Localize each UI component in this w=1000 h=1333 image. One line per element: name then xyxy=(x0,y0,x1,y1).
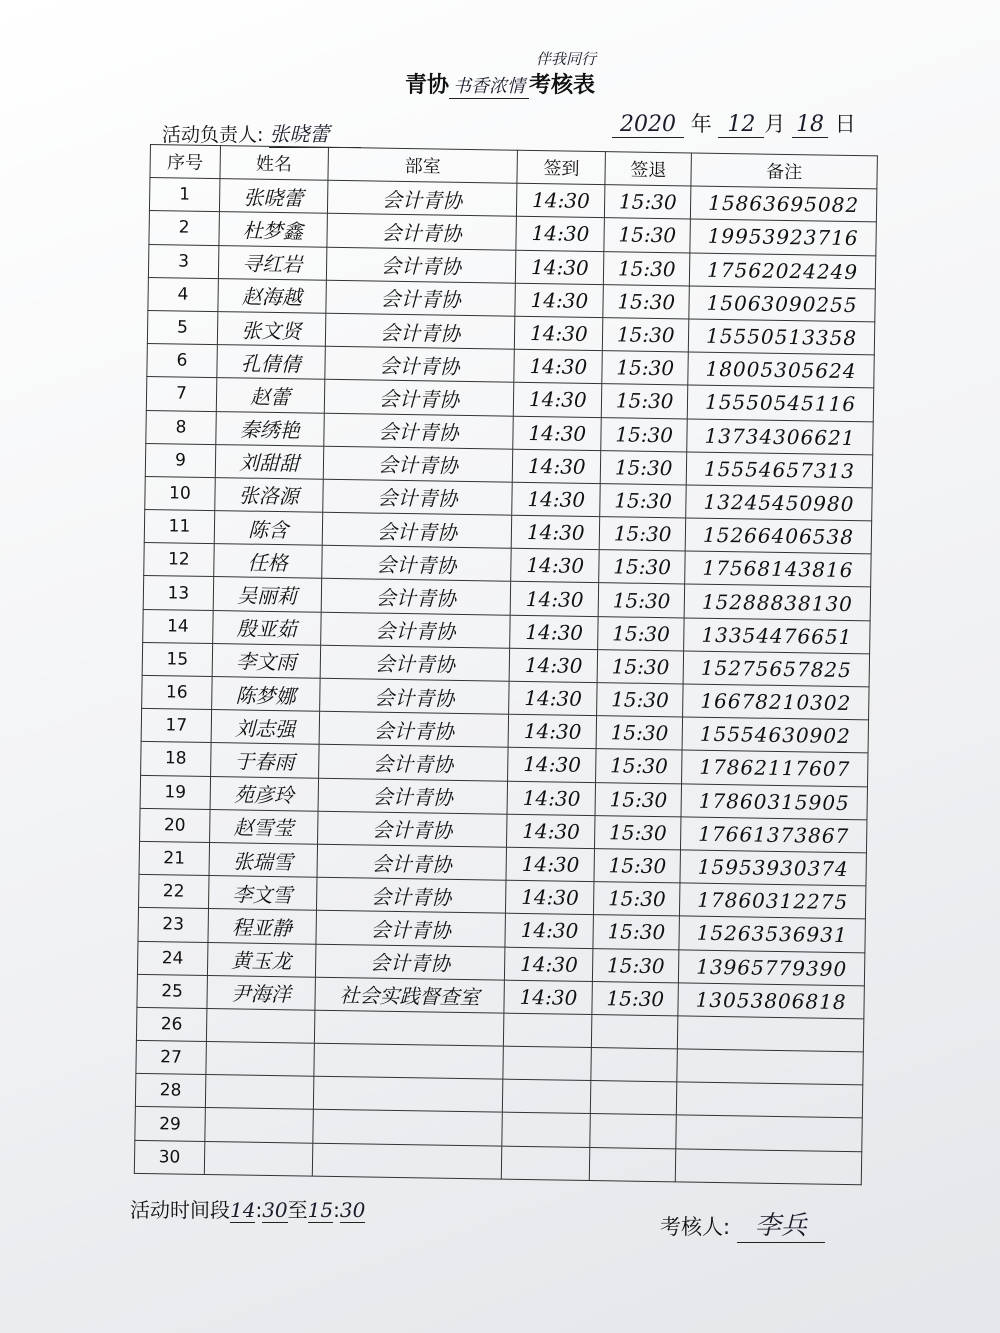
phone-note: 17862117607 xyxy=(682,750,868,786)
check-in-time: 14:30 xyxy=(504,980,592,1015)
member-department: 会计青协 xyxy=(324,380,514,416)
check-out-time xyxy=(590,1114,676,1149)
member-department: 会计青协 xyxy=(319,711,509,747)
row-number: 20 xyxy=(140,808,210,842)
check-out-time xyxy=(592,1014,678,1049)
member-name: 于春雨 xyxy=(210,743,318,778)
attendance-table xyxy=(134,144,878,1185)
member-name: 张瑞雪 xyxy=(209,842,317,877)
member-department: 会计青协 xyxy=(327,180,517,216)
date-month-label: 月 xyxy=(764,112,786,136)
column-header-checkin: 签到 xyxy=(517,150,605,185)
member-name: 李文雨 xyxy=(212,643,320,678)
check-in-time: 14:30 xyxy=(506,847,594,882)
phone-note: 15554657313 xyxy=(686,452,872,488)
member-department: 会计青协 xyxy=(322,479,512,515)
check-in-time: 14:30 xyxy=(510,615,598,650)
check-in-time: 14:30 xyxy=(514,349,602,384)
check-in-time xyxy=(504,1013,592,1048)
column-header-dept: 部室 xyxy=(328,147,518,183)
title-suffix: 考核表 xyxy=(529,73,596,98)
check-in-time: 14:30 xyxy=(516,250,604,285)
member-name: 陈含 xyxy=(214,511,322,546)
phone-note: 13965779390 xyxy=(679,949,865,985)
phone-note: 15550513358 xyxy=(688,319,874,355)
row-number: 22 xyxy=(139,875,209,909)
member-name: 黄玉龙 xyxy=(207,942,315,977)
reviewer-label: 考核人: xyxy=(660,1215,731,1239)
check-out-time: 15:30 xyxy=(595,782,681,817)
member-name: 陈梦娜 xyxy=(211,677,319,712)
activity-leader xyxy=(162,118,361,148)
row-number: 27 xyxy=(136,1040,206,1074)
phone-note: 15550545116 xyxy=(687,385,873,421)
leader-name: 张晓蕾 xyxy=(269,118,361,148)
check-out-time: 15:30 xyxy=(604,251,690,286)
row-number: 1 xyxy=(149,178,219,212)
member-name: 刘志强 xyxy=(211,710,319,745)
check-in-time: 14:30 xyxy=(509,648,597,683)
member-department: 会计青协 xyxy=(316,911,506,947)
row-number: 23 xyxy=(138,908,208,942)
time-label: 活动时间段 xyxy=(130,1198,230,1222)
phone-note: 15863695082 xyxy=(691,186,877,222)
check-in-time: 14:30 xyxy=(505,913,593,948)
member-name: 张洛源 xyxy=(215,477,323,512)
member-department: 会计青协 xyxy=(327,214,517,250)
member-department: 会计青协 xyxy=(325,280,515,316)
phone-note xyxy=(676,1082,862,1118)
check-out-time: 15:30 xyxy=(598,616,684,651)
member-department: 会计青协 xyxy=(319,678,509,714)
leader-label: 活动负责人: xyxy=(162,124,264,146)
row-number: 12 xyxy=(144,543,214,577)
member-department: 会计青协 xyxy=(318,778,508,814)
member-name xyxy=(205,1108,313,1143)
member-department: 会计青协 xyxy=(322,512,512,548)
member-name: 苑彦玲 xyxy=(210,776,318,811)
row-number: 19 xyxy=(140,775,210,809)
check-in-time: 14:30 xyxy=(508,748,596,783)
check-in-time: 14:30 xyxy=(511,582,599,617)
phone-note: 15288838130 xyxy=(684,584,870,620)
member-name: 李文雪 xyxy=(208,876,316,911)
check-out-time: 15:30 xyxy=(603,284,689,319)
check-out-time: 15:30 xyxy=(597,649,683,684)
row-number: 17 xyxy=(141,709,211,743)
row-number: 7 xyxy=(146,377,216,411)
check-in-time xyxy=(503,1046,591,1081)
row-number: 11 xyxy=(144,510,214,544)
member-name: 秦绣艳 xyxy=(216,411,324,446)
phone-note: 16678210302 xyxy=(683,684,869,720)
check-out-time: 15:30 xyxy=(598,583,684,618)
row-number: 26 xyxy=(136,1007,206,1041)
row-number: 29 xyxy=(135,1107,205,1141)
phone-note: 13734306621 xyxy=(687,418,873,454)
phone-note: 17860315905 xyxy=(681,783,867,819)
check-out-time: 15:30 xyxy=(592,981,678,1016)
phone-note xyxy=(676,1115,862,1151)
check-out-time: 15:30 xyxy=(600,483,686,518)
member-name: 吴丽莉 xyxy=(213,577,321,612)
date-year: 2020 xyxy=(612,112,684,138)
member-department: 会计青协 xyxy=(318,745,508,781)
check-in-time: 14:30 xyxy=(505,947,593,982)
member-department xyxy=(314,1010,504,1046)
title-prefix: 青协 xyxy=(404,73,449,98)
member-name: 刘甜甜 xyxy=(215,444,323,479)
phone-note: 13245450980 xyxy=(686,485,872,521)
row-number: 4 xyxy=(148,277,218,311)
phone-note: 17661373867 xyxy=(681,817,867,853)
member-name: 寻红岩 xyxy=(218,245,326,280)
row-number: 5 xyxy=(147,310,217,344)
member-department: 会计青协 xyxy=(323,413,513,449)
check-out-time: 15:30 xyxy=(596,716,682,751)
check-in-time: 14:30 xyxy=(514,383,602,418)
phone-note xyxy=(675,1149,861,1185)
check-out-time: 15:30 xyxy=(603,318,689,353)
phone-note: 17562024249 xyxy=(689,253,875,289)
check-out-time xyxy=(591,1081,677,1116)
row-number: 16 xyxy=(142,675,212,709)
check-in-time: 14:30 xyxy=(515,283,603,318)
check-in-time: 14:30 xyxy=(507,781,595,816)
activity-time-period xyxy=(130,1194,365,1223)
row-number: 3 xyxy=(148,244,218,278)
member-name: 赵蕾 xyxy=(216,378,324,413)
member-department xyxy=(312,1143,502,1179)
phone-note xyxy=(677,1016,863,1052)
check-out-time: 15:30 xyxy=(594,882,680,917)
row-number: 28 xyxy=(135,1074,205,1108)
member-department: 会计青协 xyxy=(317,811,507,847)
column-header-no: 序号 xyxy=(150,145,220,179)
member-name: 赵雪莹 xyxy=(209,809,317,844)
time-to: 至 xyxy=(287,1198,308,1222)
check-in-time xyxy=(503,1079,591,1114)
member-department: 会计青协 xyxy=(323,446,513,482)
date-month: 12 xyxy=(718,112,764,138)
member-department: 会计青协 xyxy=(326,247,516,283)
phone-note: 17860312275 xyxy=(680,883,866,919)
check-in-time: 14:30 xyxy=(516,217,604,252)
row-number: 10 xyxy=(145,476,215,510)
time-start-minute: 30 xyxy=(262,1198,288,1222)
form-date xyxy=(612,108,856,138)
check-in-time: 14:30 xyxy=(512,515,600,550)
phone-note: 13354476651 xyxy=(684,618,870,654)
member-name: 任格 xyxy=(214,544,322,579)
check-out-time: 15:30 xyxy=(594,849,680,884)
date-day-label: 日 xyxy=(834,112,856,136)
member-name: 张晓蕾 xyxy=(219,179,327,214)
member-name: 孔倩倩 xyxy=(217,345,325,380)
check-out-time: 15:30 xyxy=(596,749,682,784)
row-number: 6 xyxy=(147,344,217,378)
check-in-time: 14:30 xyxy=(509,681,597,716)
reviewer-name: 李兵 xyxy=(737,1205,825,1243)
phone-note: 15266406538 xyxy=(685,518,871,554)
phone-note: 15275657825 xyxy=(683,651,869,687)
member-department: 会计青协 xyxy=(320,645,510,681)
check-out-time xyxy=(591,1048,677,1083)
member-name: 殷亚茹 xyxy=(213,610,321,645)
check-in-time: 14:30 xyxy=(515,316,603,351)
time-end-minute: 30 xyxy=(339,1198,366,1222)
date-day: 18 xyxy=(792,112,828,138)
page-title xyxy=(0,68,1000,99)
member-name: 张文贤 xyxy=(217,312,325,347)
member-name: 尹海洋 xyxy=(207,975,315,1010)
check-out-time: 15:30 xyxy=(601,417,687,452)
row-number: 24 xyxy=(137,941,207,975)
row-number: 2 xyxy=(149,211,219,245)
member-department xyxy=(312,1110,502,1146)
time-end-hour: 15 xyxy=(307,1198,334,1222)
time-start-hour: 14 xyxy=(230,1198,256,1222)
member-department xyxy=(313,1043,503,1079)
check-out-time: 15:30 xyxy=(604,218,690,253)
phone-note: 15063090255 xyxy=(689,286,875,322)
row-number: 13 xyxy=(143,576,213,610)
phone-note: 15953930374 xyxy=(680,850,866,886)
phone-note: 17568143816 xyxy=(685,551,871,587)
member-name xyxy=(205,1075,313,1110)
time-sep-2: : xyxy=(333,1198,340,1222)
check-out-time: 15:30 xyxy=(597,683,683,718)
check-in-time xyxy=(502,1146,590,1181)
check-out-time: 15:30 xyxy=(602,384,688,419)
check-in-time: 14:30 xyxy=(513,416,601,451)
check-out-time: 15:30 xyxy=(602,351,688,386)
member-name: 杜梦鑫 xyxy=(219,212,327,247)
check-in-time: 14:30 xyxy=(508,714,596,749)
row-number: 25 xyxy=(137,974,207,1008)
row-number: 30 xyxy=(134,1140,204,1174)
member-department: 会计青协 xyxy=(325,313,515,349)
check-out-time: 15:30 xyxy=(599,517,685,552)
title-superscript: 伴我同行 xyxy=(536,50,597,68)
row-number: 21 xyxy=(139,841,209,875)
phone-note: 13053806818 xyxy=(678,983,864,1019)
check-out-time: 15:30 xyxy=(600,450,686,485)
column-header-name: 姓名 xyxy=(220,146,328,181)
row-number: 9 xyxy=(145,443,215,477)
member-name xyxy=(204,1141,312,1176)
check-out-time: 15:30 xyxy=(593,915,679,950)
row-number: 14 xyxy=(143,609,213,643)
time-sep-1: : xyxy=(255,1198,263,1222)
phone-note: 18005305624 xyxy=(688,352,874,388)
row-number: 18 xyxy=(141,742,211,776)
check-out-time: 15:30 xyxy=(605,185,691,220)
check-in-time xyxy=(502,1113,590,1148)
row-number: 15 xyxy=(142,642,212,676)
check-in-time: 14:30 xyxy=(513,449,601,484)
member-department: 社会实践督查室 xyxy=(315,977,505,1013)
member-name xyxy=(206,1042,314,1077)
member-department xyxy=(313,1076,503,1112)
phone-note: 19953923716 xyxy=(690,219,876,255)
column-header-checkout: 签退 xyxy=(605,152,691,187)
check-out-time: 15:30 xyxy=(595,815,681,850)
check-in-time: 14:30 xyxy=(512,482,600,517)
check-in-time: 14:30 xyxy=(511,548,599,583)
member-department: 会计青协 xyxy=(324,346,514,382)
phone-note: 15554630902 xyxy=(682,717,868,753)
member-department: 会计青协 xyxy=(320,612,510,648)
member-department: 会计青协 xyxy=(315,944,505,980)
member-name: 赵海越 xyxy=(218,278,326,313)
check-out-time: 15:30 xyxy=(593,948,679,983)
check-out-time: 15:30 xyxy=(599,550,685,585)
reviewer xyxy=(660,1205,825,1243)
check-in-time: 14:30 xyxy=(506,880,594,915)
member-name: 程亚静 xyxy=(208,909,316,944)
check-in-time: 14:30 xyxy=(517,183,605,218)
check-out-time xyxy=(590,1147,676,1182)
check-in-time: 14:30 xyxy=(507,814,595,849)
member-department: 会计青协 xyxy=(316,877,506,913)
phone-note xyxy=(677,1049,863,1085)
row-number: 8 xyxy=(146,410,216,444)
column-header-note: 备注 xyxy=(691,153,877,189)
member-name xyxy=(206,1008,314,1043)
member-department: 会计青协 xyxy=(321,579,511,615)
member-department: 会计青协 xyxy=(317,844,507,880)
date-year-label: 年 xyxy=(690,112,712,136)
member-department: 会计青协 xyxy=(321,545,511,581)
title-fill: 书香浓情 xyxy=(449,72,529,99)
phone-note: 15263536931 xyxy=(679,916,865,952)
